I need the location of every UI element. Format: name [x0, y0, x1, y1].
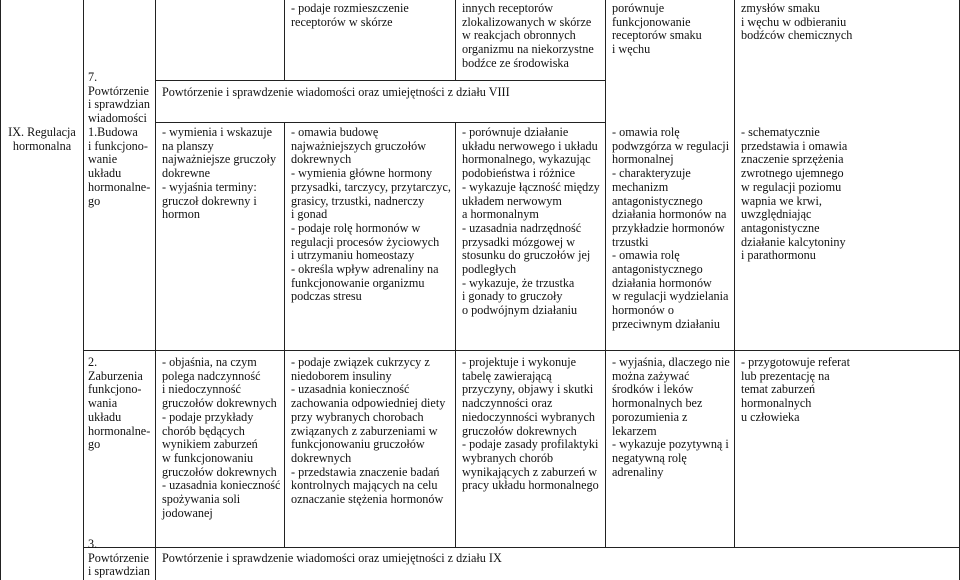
- grid-line: [455, 122, 456, 547]
- grid-line: [155, 122, 605, 123]
- grid-line: [605, 0, 606, 547]
- top-cell-col3: - podaje rozmieszczenie receptorów w skórze: [291, 1, 409, 29]
- row1-cell-col3: - omawia budowę najważniejszych gruczołów dokrewnych - wymienia główne hormony przysadki, tarczycy, przytarczyc, grasicy, trzustki, nadnerczy i gonad - podaje rolę hormonów w regulacji procesów życiowych i utrzymaniu homeostazy - określa wpływ adrenaliny na funkcjonowanie organizmu podczas stresu: [291, 125, 451, 304]
- grid-line: [83, 0, 84, 580]
- grid-line: [0, 0, 1, 580]
- row3-summary: Powtórzenie i sprawdzenie wiadomości oraz umiejętności z działu IX: [162, 551, 502, 565]
- row2-cell-col4: - projektuje i wykonuje tabelę zawierającą przyczyny, objawy i skutki nadczynności oraz niedoczynności wybranych gruczołów dokrewnych - podaje zasady profilaktyki wybranych chorób wynikających z zaburzeń w pracy układu hormonalnego: [462, 355, 599, 493]
- row7-summary: Powtórzenie i sprawdzenie wiadomości oraz umiejętności z działu VIII: [162, 85, 510, 99]
- grid-line: [734, 0, 735, 547]
- section-label: IX. Regulacja hormonalna: [8, 125, 76, 153]
- row1-cell-col4: - porównuje działanie układu nerwowego i układu hormonalnego, wykazując podobieństwa i różnice - wykazuje łączność między układem nerwowym a hormonalnym - uzasadnia nadrzędność przysadki mózgowej w stosunku do gruczołów jej podległych - wykazuje, że trzustka i gonady to gruczoły o podwójnym działaniu: [462, 125, 600, 318]
- grid-line: [155, 80, 605, 81]
- lesson-2-title: 2. Zaburzenia funkcjono- wania układu hormonalne- go: [88, 355, 151, 452]
- row1-cell-col5: - omawia rolę podwzgórza w regulacji hormonalnej - charakteryzuje mechanizm antagonistycznego działania hormonów na przykładzie hormonów trzustki - omawia rolę antagonistycznego działania hormonów w regulacji wydzielania hormonów o przeciwnym działaniu: [612, 125, 730, 331]
- row2-cell-col6: - przygotowuje referat lub prezentację na temat zaburzeń hormonalnych u człowieka: [741, 355, 850, 424]
- row1-cell-col6: - schematycznie przedstawia i omawia znaczenie sprzężenia zwrotnego ujemnego w regulacji poziomu wapnia we krwi, uwzględniając antagonistyczne działanie kalcytoniny i parathormonu: [741, 125, 848, 263]
- row2-cell-col3: - podaje związek cukrzycy z niedoborem insuliny - uzasadnia konieczność zachowania odpowiedniej diety przy wybranych chorobach związanych z zaburzeniami w funkcjonowaniu gruczołów dokrewnych - przedstawia znaczenie badań kontrolnych mających na celu oznaczanie stężenia hormonów: [291, 355, 446, 507]
- row2-cell-col5: - wyjaśnia, dlaczego nie można zażywać środków i leków hormonalnych bez porozumienia z lekarzem - wykazuje pozytywną i negatywną rolę adrenaliny: [612, 355, 730, 479]
- lesson-1-title: 1.Budowa i funkcjono- wanie układu hormonalne- go: [88, 125, 151, 208]
- top-cell-col5: innych receptorów zlokalizowanych w skórze w reakcjach obronnych organizmu na niekorzystne bodźce ze środowiska: [462, 1, 594, 70]
- grid-line: [284, 0, 285, 80]
- grid-line: [83, 547, 960, 548]
- grid-line: [284, 122, 285, 547]
- lesson-7-title: 7. Powtórzenie i sprawdzian wiadomości: [88, 70, 150, 126]
- grid-line: [455, 0, 456, 80]
- lesson-3-title: 3. Powtórzenie i sprawdzian: [88, 537, 150, 579]
- top-cell-col6: porównuje funkcjonowanie receptorów smaku i węchu: [612, 1, 702, 57]
- top-cell-col7: zmysłów smaku i węchu w odbieraniu bodźców chemicznych: [741, 1, 853, 43]
- grid-line: [83, 350, 960, 351]
- row2-cell-col2: - objaśnia, na czym polega nadczynność i niedoczynność gruczołów dokrewnych - podaje przykłady chorób będących wynikiem zaburzeń w funkcjonowaniu gruczołów dokrewnych - uzasadnia konieczność spożywania soli jodowanej: [162, 355, 281, 520]
- row1-cell-col2: - wymienia i wskazuje na planszy najważniejsze gruczoły dokrewne - wyjaśnia terminy: gruczoł dokrewny i hormon: [162, 125, 277, 222]
